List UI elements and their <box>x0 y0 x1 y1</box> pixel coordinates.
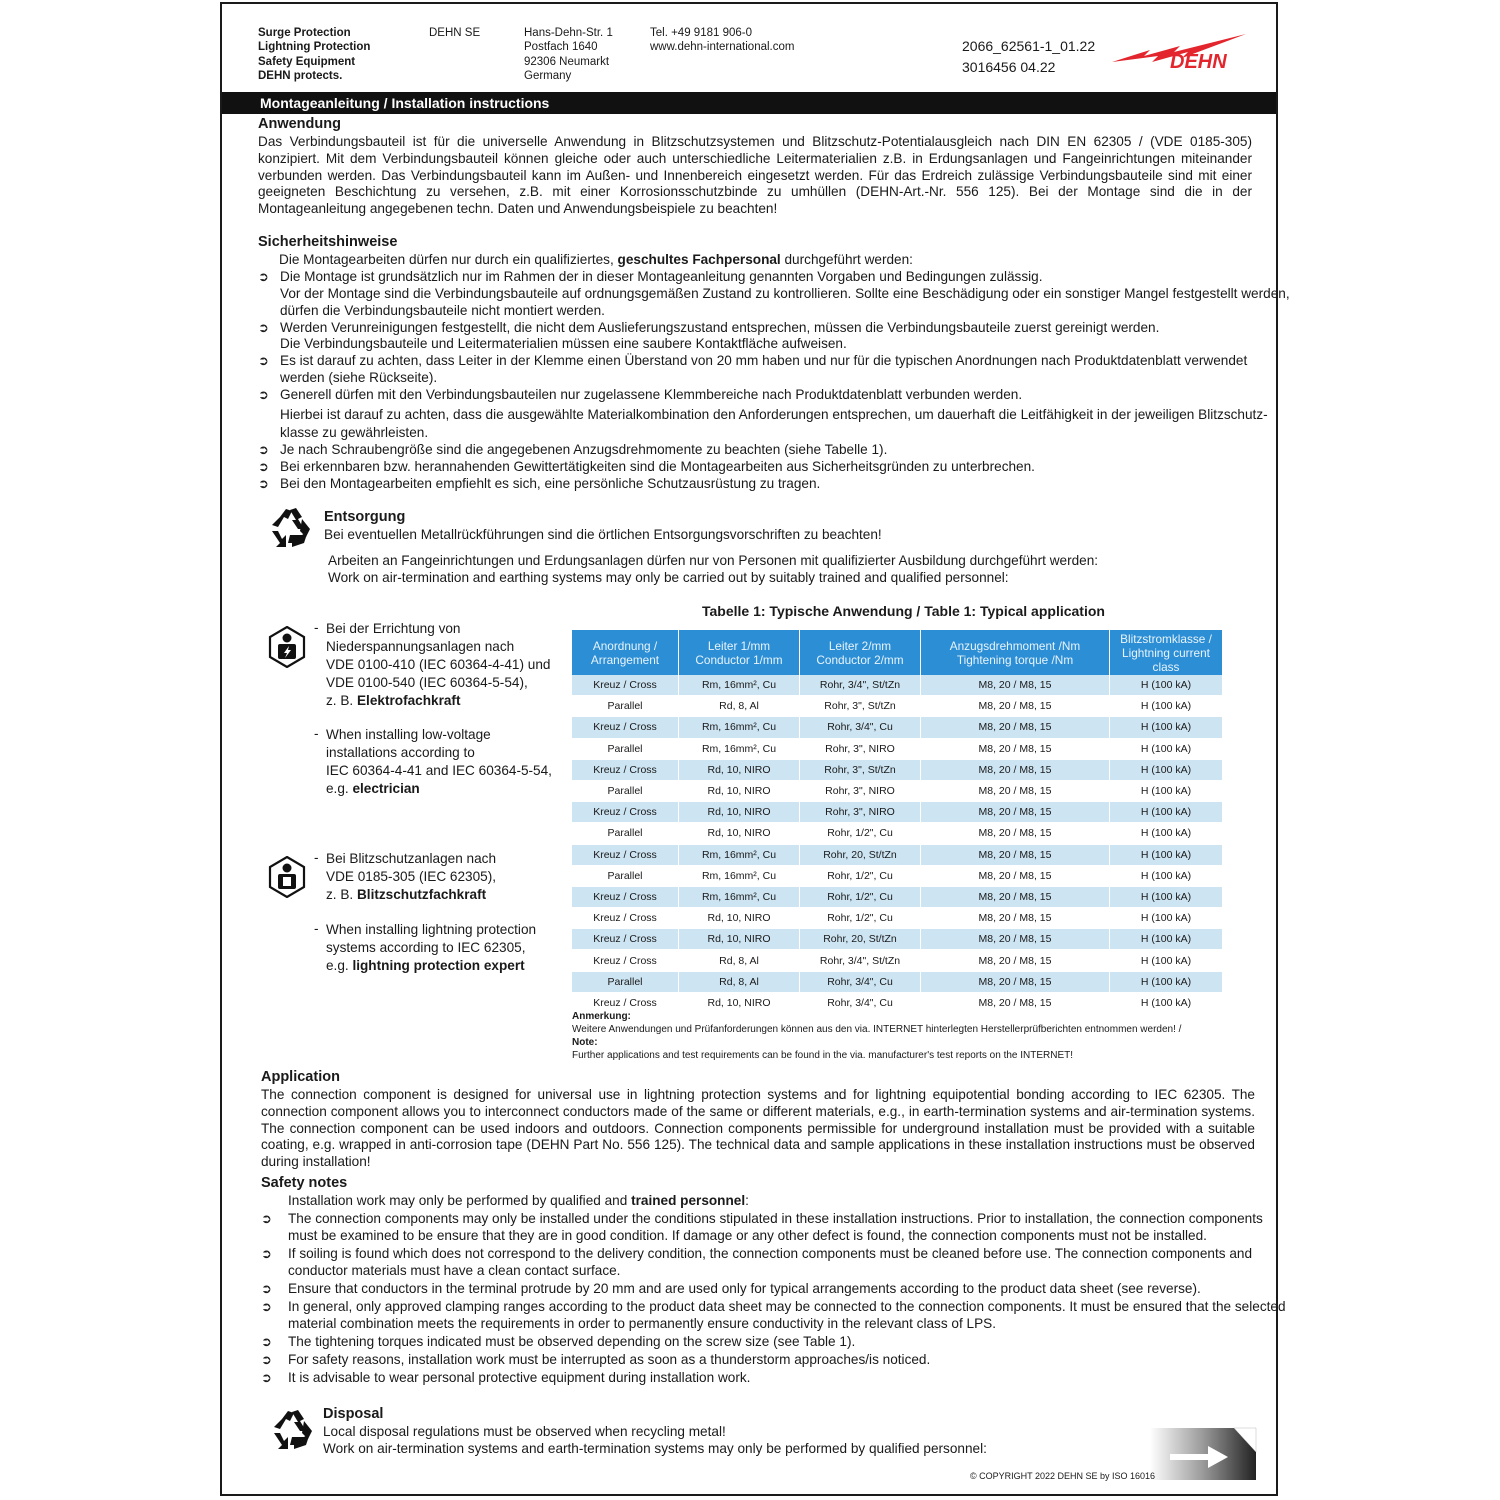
table-cell: H (100 kA) <box>1110 738 1223 759</box>
table-cell: H (100 kA) <box>1110 802 1223 823</box>
table-cell: Rm, 16mm², Cu <box>679 738 800 759</box>
p1-en-dash: - <box>314 726 319 741</box>
application-text: The connection component is designed for universal use in lightning protection systems and for lightning equipotential bonding according to IEC 62305. The connection component allows you to interconnect conductors made of the same or different materials, e.g., in earth-termination systems and air-termination systems. The connection component can be used indoors and outdoors. Connection components permissible for underground installation must be provided with a suitable coating, e.g. wrapped in anti-corrosion tape (DEHN Part No. 556 125). The technical data and sample applications in these installation instructions must be observed during installation! <box>261 1087 1255 1170</box>
table-cell: Rohr, 20, St/tZn <box>800 844 921 865</box>
table-cell: H (100 kA) <box>1110 696 1223 717</box>
table-cell: M8, 20 / M8, 15 <box>921 992 1110 1013</box>
table-cell: H (100 kA) <box>1110 908 1223 929</box>
table-cell: H (100 kA) <box>1110 929 1223 950</box>
table-cell: Rohr, 1/2", Cu <box>800 865 921 886</box>
table-cell: Rm, 16mm², Cu <box>679 675 800 696</box>
table-cell: Rd, 10, NIRO <box>679 780 800 801</box>
table-row <box>572 886 1222 907</box>
table-cell: Rohr, 3/4", St/tZn <box>800 675 921 696</box>
table-row <box>572 696 1222 717</box>
claim-line: Lightning Protection <box>258 41 371 54</box>
col-header: Leiter 1/mm Conductor 1/mm <box>679 630 800 675</box>
table-cell: H (100 kA) <box>1110 886 1223 907</box>
bullet-arrow-icon: ➲ <box>261 1352 272 1367</box>
table-row <box>572 971 1222 992</box>
sicherheit-item-cont: Vor der Montage sind die Verbindungsbauteile auf ordnungsgemäßen Zustand zu kontrollieren. Sollte eine Beschädigung oder ein sonstiger Mangel festgestellt werden, <box>280 286 1290 301</box>
table-cell: M8, 20 / M8, 15 <box>921 844 1110 865</box>
claim-line: DEHN protects. <box>258 69 343 82</box>
address-line: Hans-Dehn-Str. 1 <box>524 27 613 39</box>
safety-item-cont: material combination meets the requirements in order to permanently ensure conductivity in the relevant class of LPS. <box>288 1316 996 1331</box>
table-cell: M8, 20 / M8, 15 <box>921 971 1110 992</box>
table-cell: Kreuz / Cross <box>572 802 679 823</box>
table-row <box>572 992 1222 1013</box>
table-cell: Rohr, 3", St/tZn <box>800 696 921 717</box>
table-cell: Kreuz / Cross <box>572 929 679 950</box>
p1-dash: - <box>314 620 319 635</box>
table-cell: Parallel <box>572 696 679 717</box>
company-contact <box>650 26 794 55</box>
table-cell: H (100 kA) <box>1110 844 1223 865</box>
website-link[interactable]: www.dehn-international.com <box>650 41 795 54</box>
application-heading: Application <box>261 1069 340 1085</box>
table-title: Tabelle 1: Typische Anwendung / Table 1: Typical application <box>702 603 1105 619</box>
table-cell: Kreuz / Cross <box>572 886 679 907</box>
table-cell: Rohr, 3/4", Cu <box>800 717 921 738</box>
table-cell: M8, 20 / M8, 15 <box>921 886 1110 907</box>
table-cell: Kreuz / Cross <box>572 675 679 696</box>
table-cell: Kreuz / Cross <box>572 717 679 738</box>
table-cell: H (100 kA) <box>1110 992 1223 1013</box>
sicherheit-intro: Die Montagearbeiten dürfen nur durch ein qualifiziertes, geschultes Fachpersonal durchgeführt werden: <box>279 252 913 267</box>
col-header: Anordnung / Arrangement <box>572 630 679 675</box>
table-cell: Kreuz / Cross <box>572 908 679 929</box>
sicherheit-item-cont: werden (siehe Rückseite). <box>280 370 438 385</box>
banner-title: Montageanleitung / Installation instructions <box>222 92 1276 114</box>
note-en-label: Note: <box>572 1037 598 1048</box>
table-row <box>572 865 1222 886</box>
anwendung-text: Das Verbindungsbauteil ist für die universelle Anwendung in Blitzschutzsystemen und Blitzschutz-Potentialausgleich nach DIN EN 62305 / (VDE 0185-305) konzipiert. Mit dem Verbindungsbauteil können gleiche oder auch unterschiedliche Leitermaterialien z.B. in Erdungsanlagen und Fangeinrichtungen miteinander verbunden werden. Das Verbindungsbauteil kann im Außen- und Innenbereich eingesetzt werden. Für das Erdreich zulässige Verbindungsbauteile sind mit einer geeigneten Beschichtung zu versehen, z.B. mit einer Korrosionsschutzbinde zu umhüllen (DEHN-Art.-Nr. 556 125). Bei der Montage sind die in der Montageanleitung angegebenen techn. Daten und Anwendungsbeispiele zu beachten! <box>258 134 1252 217</box>
table-cell: M8, 20 / M8, 15 <box>921 696 1110 717</box>
sicherheit-item-cont: dürfen die Verbindungsbauteile nicht montiert werden. <box>280 303 605 318</box>
claim-line: Surge Protection <box>258 27 351 39</box>
disposal-heading: Disposal <box>323 1406 384 1422</box>
bullet-arrow-icon: ➲ <box>261 1370 272 1385</box>
table-row <box>572 929 1222 950</box>
svg-text:DEHN: DEHN <box>1170 51 1227 73</box>
bullet-arrow-icon: ➲ <box>258 442 269 457</box>
table-cell: Rd, 8, Al <box>679 696 800 717</box>
table-header-row <box>572 630 1222 675</box>
table-cell: M8, 20 / M8, 15 <box>921 929 1110 950</box>
table-row <box>572 950 1222 971</box>
bullet-arrow-icon: ➲ <box>261 1299 272 1314</box>
copyright: © COPYRIGHT 2022 DEHN SE by ISO 16016 <box>970 1471 1156 1481</box>
table-cell: Rohr, 3/4", St/tZn <box>800 950 921 971</box>
sicherheit-heading: Sicherheitshinweise <box>258 234 398 250</box>
address-line: Germany <box>524 69 572 82</box>
table-cell: Kreuz / Cross <box>572 950 679 971</box>
col-header: Leiter 2/mm Conductor 2/mm <box>800 630 921 675</box>
table-cell: Parallel <box>572 780 679 801</box>
bullet-arrow-icon: ➲ <box>261 1281 272 1296</box>
table-cell: H (100 kA) <box>1110 759 1223 780</box>
recycle-icon <box>270 1409 314 1453</box>
safety-intro: Installation work may only be performed by qualified and trained personnel: <box>288 1193 749 1208</box>
table-cell: Parallel <box>572 971 679 992</box>
table-row <box>572 759 1222 780</box>
p2-en-text: When installing lightning protection systems according to IEC 62305, e.g. lightning protection expert <box>326 922 537 973</box>
p2-de-text: Bei Blitzschutzanlagen nach VDE 0185-305 (IEC 62305), z. B. Blitzschutzfachkraft <box>326 851 497 902</box>
table-cell: Rohr, 3", NIRO <box>800 738 921 759</box>
qualified-en: Work on air-termination and earthing systems may only be carried out by suitably trained and qualified personnel: <box>328 570 1009 585</box>
disposal-text: Local disposal regulations must be observed when recycling metal! <box>323 1424 726 1439</box>
note-de-text: Weitere Anwendungen und Prüfanforderungen können aus den via. INTERNET hinterlegten Herstellerprüfberichten entnommen werden! / <box>572 1024 1182 1035</box>
company-name <box>429 26 480 40</box>
bullet-arrow-icon: ➲ <box>261 1211 272 1226</box>
safety-item-cont: conductor materials must have a clean contact surface. <box>288 1263 621 1278</box>
document-code: 3016456 04.22 <box>962 59 1056 75</box>
bullet-arrow-icon: ➲ <box>258 387 269 402</box>
table-cell: Rd, 8, Al <box>679 971 800 992</box>
arrow-right-icon[interactable] <box>1150 1424 1258 1480</box>
table-cell: H (100 kA) <box>1110 717 1223 738</box>
table-cell: M8, 20 / M8, 15 <box>921 865 1110 886</box>
p2-en-dash: - <box>314 921 319 936</box>
table-row <box>572 823 1222 844</box>
table-cell: Rm, 16mm², Cu <box>679 886 800 907</box>
phone: Tel. +49 9181 906-0 <box>650 27 752 39</box>
table-cell: Rm, 16mm², Cu <box>679 844 800 865</box>
table-cell: Rohr, 1/2", Cu <box>800 908 921 929</box>
table-cell: Rohr, 1/2", Cu <box>800 823 921 844</box>
table-cell: M8, 20 / M8, 15 <box>921 738 1110 759</box>
bullet-arrow-icon: ➲ <box>261 1334 272 1349</box>
p1-de-text: Bei der Errichtung von Niederspannungsanlagen nach VDE 0100-410 (IEC 60364-4-41) und VDE 0100-540 (IEC 60364-5-54), z. B. Elektrofachkraft <box>326 621 551 708</box>
company-name-text: DEHN SE <box>429 27 481 39</box>
table-cell: Rd, 10, NIRO <box>679 802 800 823</box>
table-cell: Rd, 10, NIRO <box>679 929 800 950</box>
table-row <box>572 802 1222 823</box>
application-table <box>572 630 1222 1014</box>
table-cell: M8, 20 / M8, 15 <box>921 823 1110 844</box>
sicherheit-item-cont: Die Verbindungsbauteile und Leitermaterialien müssen eine saubere Kontaktfläche aufweisen. <box>280 336 847 351</box>
address-line: Postfach 1640 <box>524 41 598 54</box>
bullet-arrow-icon: ➲ <box>258 353 269 368</box>
table-row <box>572 675 1222 696</box>
table-cell: H (100 kA) <box>1110 971 1223 992</box>
table-cell: M8, 20 / M8, 15 <box>921 908 1110 929</box>
recycle-icon <box>268 507 312 551</box>
qualified-de: Arbeiten an Fangeinrichtungen und Erdungsanlagen dürfen nur von Personen mit qualifizierter Ausbildung durchgeführt werden: <box>328 553 1099 568</box>
company-address <box>524 26 613 83</box>
table-cell: Rd, 10, NIRO <box>679 992 800 1013</box>
table-cell: Rohr, 1/2", Cu <box>800 886 921 907</box>
bullet-arrow-icon: ➲ <box>258 269 269 284</box>
table-cell: H (100 kA) <box>1110 675 1223 696</box>
sicherheit-item-cont: klasse zu gewährleisten. <box>280 425 429 440</box>
sicherheit-item-cont: Hierbei ist darauf zu achten, dass die ausgewählte Materialkombination den Anforderungen entsprechen, um dauerhaft die Leitfähigkeit in der jeweiligen Blitzschutz- <box>280 407 1268 422</box>
table-cell: Rd, 10, NIRO <box>679 908 800 929</box>
col-header: Anzugsdrehmoment /Nm Tightening torque /Nm <box>921 630 1110 675</box>
table-cell: M8, 20 / M8, 15 <box>921 780 1110 801</box>
dehn-logo <box>1110 32 1250 74</box>
table-cell: Rohr, 3/4", Cu <box>800 971 921 992</box>
table-cell: Rm, 16mm², Cu <box>679 717 800 738</box>
disposal-qualified: Work on air-termination systems and earth-termination systems may only be performed by qualified personnel: <box>323 1441 987 1456</box>
entsorgung-heading: Entsorgung <box>324 509 406 525</box>
table-cell: M8, 20 / M8, 15 <box>921 675 1110 696</box>
note-de-label: Anmerkung: <box>572 1011 631 1022</box>
table-row <box>572 717 1222 738</box>
safety-heading: Safety notes <box>261 1175 348 1191</box>
page-frame: Surge Protection Lightning Protection Safety Equipment DEHN protects. DEHN SE Hans-Dehn-Str. 1 Postfach 1640 92306 Neumarkt Germany Tel. +49 9181 906-0 www.dehn-international.com 2066_62561-1_01.22 3016456 04.22 DEHN Montageanleitung / Installation instructions Anwendung Das Verbindungsbauteil ist für die universelle Anwendung in Blitzschutzsystemen und Blitzschutz-Potentialausgleich nach DIN EN 62305 / (VDE 0185-305) konzipiert. Mit dem Verbindungsbauteil können gleiche oder auch unterschiedliche Leitermaterialien z.B. in Erdungsanlagen und Fangeinrichtungen miteinander verbunden werden. Das Verbindungsbauteil kann im Außen- und Innenbereich eingesetzt werden. Für das Erdreich zulässige Verbindungsbauteile sind mit einer geeigneten Beschichtung zu versehen, z.B. mit einer Korrosionsschutzbinde zu umhüllen (DEHN-Art.-Nr. 556 125). Bei der Montage sind die in der Montageanleitung angegebenen techn. Daten und Anwendungsbeispiele zu beachten! Sicherheitshinweise Die Montagearbeiten dürfen nur durch ein qualifiziertes, geschultes Fachpersonal durchgeführt werden: ➲ Die Montage ist grundsätzlich nur im Rahmen der in dieser Montageanleitung genannten Vorgaben und Bedingungen zulässig. Vor der Montage sind die Verbindungsbauteile auf ordnungsgemäßen Zustand zu kontrollieren. Sollte eine Beschädigung oder ein sonstiger Mangel festgestellt werden, dürfen die Verbindungsbauteile nicht montiert werden. ➲ Werden Verunreinigungen festgestellt, die nicht dem Auslieferungszustand entsprechen, müssen die Verbindungsbauteile zuerst gereinigt werden. Die Verbindungsbauteile und Leitermaterialien müssen eine saubere Kontaktfläche aufweisen. ➲ Es ist darauf zu achten, dass Leiter in der Klemme einen Überstand von 20 mm haben und nur für die typischen Anordnungen nach Produktdatenblatt verwendet werden (siehe Rückseite). ➲ Generell dürfen mit den Verbindungsbauteilen nur zugelassene Klemmbereiche nach Produktdatenblatt verbunden werden. Hierbei ist darauf zu achten, dass die ausgewählte Materialkombination den Anforderungen entsprechen, um dauerhaft die Leitfähigkeit in der jeweiligen Blitzschutz- klasse zu gewährleisten. ➲ Je nach Schraubengröße sind die angegebenen Anzugsdrehmomente zu beachten (siehe Tabelle 1). ➲ Bei erkennbaren bzw. herannahenden Gewittertätigkeiten sind die Montagearbeiten aus Sicherheitsgründen zu unterbrechen. ➲ Bei den Montagearbeiten empfiehlt es sich, eine persönliche Schutzausrüstung zu tragen. Entsorgung Bei eventuellen Metallrückführungen sind die örtlichen Entsorgungsvorschriften zu beachten! Arbeiten an Fangeinrichtungen und Erdungsanlagen dürfen nur von Personen mit qualifizierter Ausbildung durchgeführt werden: Work on air-termination and earthing systems may only be carried out by suitably trained and qualified personnel: - Bei der Errichtung von Niederspannungsanlagen nach VDE 0100-410 (IEC 60364-4-41) und VDE 0100-540 (IEC 60364-5-54), z. B. Elektrofachkraft - When installing low-voltage installations according to IEC 60364-4-41 and IEC 60364-5-54, e.g. electrician - Bei Blitzschutzanlagen nach VDE 0185-305 (IEC 62305), z. B. Blitzschutzfachkraft - When installing lightning protection systems according to IEC 62305, e.g. lightning protection expert Tabelle 1: Typische Anwendung / Table 1: Typical application Anordnung / Arrangement Leiter 1/mm Conductor 1/mm Leiter 2/mm Conductor 2/mm Anzugsdrehmoment /Nm Tightening torque /Nm Blitzstromklasse / Lightning current class Kreuz / Cross Rm, 16mm², Cu Rohr, 3/4", St/tZn M8, 20 / M8, 15 H (100 kA) Parallel Rd, 8, Al Rohr, 3", St/tZn M8, 20 / M8, 15 H (100 kA) Kreuz / Cross Rm, 16mm², Cu Rohr, 3/4", Cu M8, 20 / M8, 15 H (100 kA) Parallel Rm, 16mm², Cu Rohr, 3", NIRO M8, 20 / M8, 15 H (100 kA) Kreuz / Cross Rd, 10, NIRO Rohr, 3", St/tZn M8, 20 / M8, 15 H (100 kA) Parallel Rd, 10, NIRO Rohr, 3", NIRO M8, 20 / M8, 15 H (100 kA) Kreuz / Cross Rd, 10, NIRO Rohr, 3", NIRO M8, 20 / M8, 15 H (100 kA) Parallel Rd, 10, NIRO Rohr, 1/2", Cu M8, 20 / M8, 15 H (100 kA) Kreuz / Cross Rm, 16mm², Cu Rohr, 20, St/tZn M8, 20 / M8, 15 H (100 kA) Parallel Rm, 16mm², Cu Rohr, 1/2", Cu M8, 20 / M8, 15 H (100 kA) Kreuz / Cross Rm, 16mm², Cu Rohr, 1/2", Cu M8, 20 / M8, 15 H (100 kA) Kreuz / Cross Rd, 10, NIRO Rohr, 1/2", Cu M8, 20 / M8, 15 H (100 kA) Kreuz / Cross Rd, 10, NIRO Rohr, 20, St/tZn M8, 20 / M8, 15 H (100 kA) Kreuz / Cross Rd, 8, Al Rohr, 3/4", St/tZn M8, 20 / M8, 15 H (100 kA) Parallel Rd, 8, Al Rohr, 3/4", Cu M8, 20 / M8, 15 H (100 kA) Kreuz / Cross Rd, 10, NIRO Rohr, 3/4", Cu M8, 20 / M8, 15 H (100 kA) Anmerkung: Weitere Anwendungen und Prüfanforderungen können aus den via. INTERNET hinterlegten Herstellerprüfberichten entnommen werden! / Note: Further applications and test requirements can be found in the via. manufacturer's test reports on the INTERNET! Application The connection component is designed for universal use in lightning protection systems and for lightning equipotential bonding according to IEC 62305. The connection component allows you to interconnect conductors made of the same or different materials, e.g., in earth-termination systems and air-termination systems. The connection component can be used indoors and outdoors. Connection components permissible for underground installation must be provided with a suitable coating, e.g. wrapped in anti-corrosion tape (DEHN Part No. 556 125). The technical data and sample applications in these installation instructions must be observed during installation! Safety notes Installation work may only be performed by qualified and trained personnel: ➲ The connection components may only be installed under the conditions stipulated in these installation instructions. Prior to installation, the connection components must be examined to be ensure that they are in good condition. If damage or any other defect is found, the connection components must not be installed. ➲ If soiling is found which does not correspond to the delivery condition, the connection components must be cleaned before use. The connection components and conductor materials must have a clean contact surface. ➲ Ensure that conductors in the terminal protrude by 20 mm and are used only for typical arrangements according to the product data sheet (see reverse). ➲ In general, only approved clamping ranges according to the product data sheet may be connected to the connection components. It must be ensured that the selected material combination meets the requirements in order to permanently ensure conductivity in the relevant class of LPS. ➲ The tightening torques indicated must be observed depending on the screw size (see Table 1). ➲ For safety reasons, installation work must be interrupted as soon as a thunderstorm approaches/is noticed. ➲ It is advisable to wear personal protective equipment during installation work. Disposal Local disposal regulations must be observed when recycling metal! Work on air-termination systems and earth-termination systems may only be performed by qualified personnel: © COPYRIGHT 2022 DEHN SE by ISO 16016 <box>220 2 1278 1496</box>
table-cell: Rd, 8, Al <box>679 950 800 971</box>
table-cell: M8, 20 / M8, 15 <box>921 759 1110 780</box>
table-cell: Rohr, 3", St/tZn <box>800 759 921 780</box>
table-row <box>572 738 1222 759</box>
table-cell: Rohr, 20, St/tZn <box>800 929 921 950</box>
note-en-text: Further applications and test requirements can be found in the via. manufacturer's test reports on the INTERNET! <box>572 1050 1074 1061</box>
bullet-arrow-icon: ➲ <box>258 320 269 335</box>
bullet-arrow-icon: ➲ <box>258 459 269 474</box>
table-cell: Parallel <box>572 823 679 844</box>
electrician-person-icon <box>266 626 308 668</box>
document-number: 2066_62561-1_01.22 <box>962 38 1096 54</box>
table-cell: Parallel <box>572 865 679 886</box>
claim-line: Safety Equipment <box>258 55 356 68</box>
table-cell: H (100 kA) <box>1110 823 1223 844</box>
table-cell: Kreuz / Cross <box>572 844 679 865</box>
table-row <box>572 780 1222 801</box>
table-cell: H (100 kA) <box>1110 865 1223 886</box>
lightning-expert-person-icon <box>266 856 308 898</box>
bullet-arrow-icon: ➲ <box>258 476 269 491</box>
p1-en-text: When installing low-voltage installations according to IEC 60364-4-41 and IEC 60364-5-54, e.g. electrician <box>326 727 552 796</box>
entsorgung-text: Bei eventuellen Metallrückführungen sind die örtlichen Entsorgungsvorschriften zu beachten! <box>324 527 882 542</box>
table-cell: Kreuz / Cross <box>572 759 679 780</box>
table-cell: Kreuz / Cross <box>572 992 679 1013</box>
anwendung-heading: Anwendung <box>258 116 341 132</box>
table-cell: M8, 20 / M8, 15 <box>921 717 1110 738</box>
table-cell: Rohr, 3/4", Cu <box>800 992 921 1013</box>
table-cell: M8, 20 / M8, 15 <box>921 950 1110 971</box>
table-cell: Rohr, 3", NIRO <box>800 780 921 801</box>
col-header: Blitzstromklasse / Lightning current class <box>1110 630 1223 675</box>
bullet-arrow-icon: ➲ <box>261 1246 272 1261</box>
table-cell: H (100 kA) <box>1110 780 1223 801</box>
table-row <box>572 908 1222 929</box>
table-cell: Rd, 10, NIRO <box>679 823 800 844</box>
company-claims <box>258 26 370 83</box>
table-cell: Rd, 10, NIRO <box>679 759 800 780</box>
table-cell: H (100 kA) <box>1110 950 1223 971</box>
p2-dash: - <box>314 850 319 865</box>
table-cell: Parallel <box>572 738 679 759</box>
address-line: 92306 Neumarkt <box>524 55 610 68</box>
table-cell: Rohr, 3", NIRO <box>800 802 921 823</box>
table-cell: M8, 20 / M8, 15 <box>921 802 1110 823</box>
table-cell: Rm, 16mm², Cu <box>679 865 800 886</box>
safety-item-cont: must be examined to be ensure that they are in good condition. If damage or any other defect is found, the connection components must not be installed. <box>288 1228 1207 1243</box>
table-row <box>572 844 1222 865</box>
